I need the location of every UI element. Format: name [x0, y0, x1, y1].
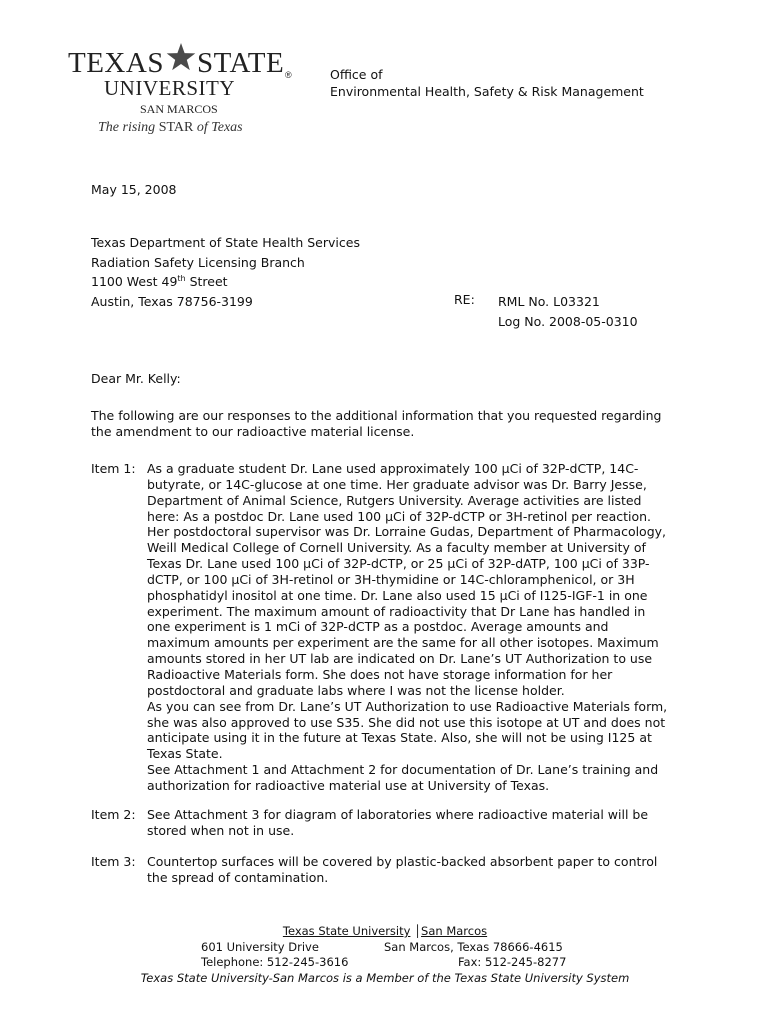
reference-block — [498, 292, 638, 331]
recipient-line-2: Radiation Safety Licensing Branch — [91, 254, 305, 270]
star-icon — [167, 43, 196, 70]
item-line: As a graduate student Dr. Lane used approximately 100 µCi of 32P-dCTP, 14C- — [147, 461, 639, 476]
tagline-post: of Texas — [193, 120, 243, 135]
logo-state-text: STATE — [197, 47, 285, 79]
logo-tagline — [98, 120, 243, 136]
letter-footer — [0, 924, 770, 986]
item-line: Department of Animal Science, Rutgers University. Average activities are listed — [147, 492, 642, 508]
reference-license: RML No. L03321 — [498, 294, 600, 309]
recipient-line-3 — [91, 272, 360, 292]
street-suffix: th — [177, 274, 186, 283]
item-line: Texas Dr. Lane used 100 µCi of 32P-dCTP, or 25 µCi of 32P-dATP, 100 µCi of 33P- — [147, 556, 650, 572]
item-line: butyrate, or 14C-glucose at one time. Her graduate advisor was Dr. Barry Jesse, — [147, 476, 647, 492]
registered-mark: ® — [285, 70, 292, 80]
footer-fax: Fax: 512-245-8277 — [458, 955, 567, 969]
item-line: phosphatidyl inositol at one time. Dr. Lane also used 15 µCi of I125-IGF-1 in one — [147, 587, 648, 603]
salutation: Dear Mr. Kelly: — [91, 371, 181, 386]
footer-telephone: Telephone: 512-245-3616 — [201, 955, 349, 969]
office-heading — [330, 66, 644, 100]
item-line: anticipate using it in the future at Texas State. Also, she will not be using I125 at — [147, 730, 652, 746]
recipient-address — [91, 233, 360, 311]
item-line: Her postdoctoral supervisor was Dr. Lorraine Gudas, Department of Pharmacology, — [147, 524, 667, 540]
intro-paragraph — [91, 408, 661, 440]
letter-date: May 15, 2008 — [91, 182, 177, 197]
tagline-pre: The rising — [98, 120, 159, 135]
reference-log: Log No. 2008-05-0310 — [498, 313, 638, 329]
office-line-2: Environmental Health, Safety & Risk Management — [330, 84, 644, 99]
item-body — [147, 854, 657, 886]
item-line: Countertop surfaces will be covered by plastic-backed absorbent paper to control — [147, 854, 658, 869]
university-logo — [68, 42, 308, 142]
item-line: Weill Medical College of Cornell University. As a faculty member at University of — [147, 540, 646, 556]
item-label: Item 2: — [91, 807, 136, 822]
street-number: 1100 West 49 — [91, 274, 178, 289]
footer-city: San Marcos, Texas 78666-4615 — [384, 939, 563, 954]
footer-address-row — [0, 940, 770, 956]
footer-separator: │ — [410, 924, 422, 938]
item-line: one experiment is 1 mCi of 32P-dCTP as a postdoc. Average amounts and — [147, 619, 609, 635]
footer-campus-name: San Marcos — [421, 924, 488, 938]
footer-institution — [0, 924, 770, 940]
item-line: she was also approved to use S35. She did not use this isotope at UT and does not — [147, 714, 666, 730]
intro-line: the amendment to our radioactive material license. — [91, 424, 415, 439]
item-line: stored when not in use. — [147, 822, 295, 838]
reference-label: RE: — [454, 292, 475, 307]
item-line: amounts stored in her UT lab are indicated on Dr. Lane’s UT Authorization to use — [147, 651, 653, 667]
logo-texas-text: TEXAS — [68, 47, 164, 79]
recipient-line-4: Austin, Texas 78756-3199 — [91, 293, 253, 309]
item-line: As you can see from Dr. Lane’s UT Authorization to use Radioactive Materials form, — [147, 698, 668, 714]
item-line: See Attachment 3 for diagram of laboratories where radioactive material will be — [147, 807, 649, 822]
item-line: here: As a postdoc Dr. Lane used 100 µCi of 32P-dCTP or 3H-retinol per reaction. — [147, 508, 652, 524]
item-line: postdoctoral and graduate labs where I was not the license holder. — [147, 682, 565, 698]
item-body — [147, 461, 667, 794]
item-body — [147, 807, 648, 839]
item-line: dCTP, or 100 µCi of 3H-retinol or 3H-thymidine or 14C-chloramphenicol, or 3H — [147, 571, 635, 587]
item-line: See Attachment 1 and Attachment 2 for documentation of Dr. Lane’s training and — [147, 762, 659, 778]
item-line: Radioactive Materials form. She does not have storage information for her — [147, 666, 613, 682]
item-line: Texas State. — [147, 746, 223, 762]
item-line: maximum amounts per experiment are the same for all other isotopes. Maximum — [147, 635, 659, 651]
item-line: the spread of contamination. — [147, 869, 329, 885]
logo-university-text: UNIVERSITY — [104, 76, 235, 100]
item-label: Item 1: — [91, 461, 136, 476]
footer-member-note: Texas State University-San Marcos is a Member of the Texas State University System — [140, 970, 630, 985]
item-line: experiment. The maximum amount of radioactivity that Dr Lane has handled in — [147, 603, 646, 619]
footer-university-name: Texas State University — [282, 924, 411, 938]
footer-contact-row — [0, 955, 770, 971]
recipient-line-1: Texas Department of State Health Services — [91, 235, 360, 250]
item-label: Item 3: — [91, 854, 136, 869]
footer-address: 601 University Drive — [201, 939, 319, 954]
tagline-star: STAR — [158, 120, 194, 135]
street-word: Street — [185, 274, 228, 289]
office-line-1: Office of — [330, 67, 383, 82]
item-line: authorization for radioactive material use at University of Texas. — [147, 777, 550, 793]
intro-line: The following are our responses to the additional information that you requested regarding — [91, 408, 662, 423]
logo-campus-text: SAN MARCOS — [140, 102, 218, 116]
